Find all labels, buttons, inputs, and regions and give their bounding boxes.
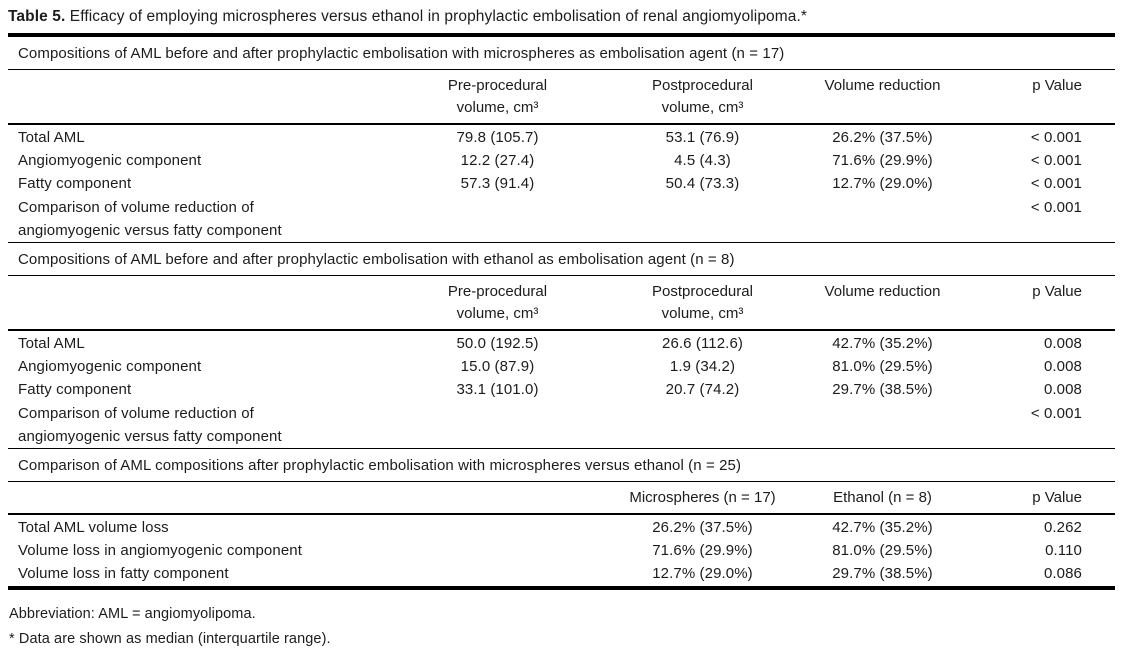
section-2-header: Compositions of AML before and after prophylactic embolisation with ethanol as embolisation agent (n = 8) xyxy=(8,243,1115,276)
row-label-line-1: Comparison of volume reduction of xyxy=(18,198,254,216)
ethanol-value: 42.7% (35.2%) xyxy=(832,519,933,537)
postprocedural-value: 26.6 (112.6) xyxy=(662,335,743,353)
column-header-line: Postprocedural xyxy=(652,77,753,94)
p-value: 0.008 xyxy=(1043,358,1082,376)
pre-procedural-value: 79.8 (105.7) xyxy=(456,129,539,146)
ethanol-value: 29.7% (38.5%) xyxy=(832,565,933,583)
p-value: < 0.001 xyxy=(1030,129,1082,146)
column-header-postprocedural xyxy=(615,75,790,118)
table-row xyxy=(8,332,1115,355)
postprocedural-value: 50.4 (73.3) xyxy=(665,175,740,193)
table-caption xyxy=(8,8,1115,26)
volume-reduction-value: 26.2% (37.5%) xyxy=(832,129,933,146)
row-label: Angiomyogenic component xyxy=(18,358,202,376)
footnote-abbreviation: Abbreviation: AML = angiomyolipoma. xyxy=(9,605,256,622)
p-value: < 0.001 xyxy=(1030,152,1082,170)
row-label xyxy=(8,402,380,448)
column-header-line: volume, cm³ xyxy=(661,98,744,116)
column-header-postprocedural xyxy=(615,281,790,324)
column-header-line: Pre-procedural xyxy=(447,77,548,94)
volume-reduction-value: 81.0% (29.5%) xyxy=(832,358,933,376)
section-3-header: Comparison of AML compositions after prophylactic embolisation with microspheres versus ethanol (n = 25) xyxy=(8,449,1115,482)
footnote-data-note: * Data are shown as median (interquartile range). xyxy=(9,630,331,647)
row-label: Total AML xyxy=(18,129,85,146)
row-label: Total AML xyxy=(18,335,85,353)
column-header-line: Pre-procedural xyxy=(447,283,548,301)
microspheres-value: 12.7% (29.0%) xyxy=(652,565,753,583)
footnotes xyxy=(8,602,1115,652)
row-label-line-2: angiomyogenic versus fatty component xyxy=(18,427,282,445)
table-row xyxy=(8,196,1115,242)
section-1-header: Compositions of AML before and after prophylactic embolisation with microspheres as embolisation agent (n = 17) xyxy=(8,37,1115,70)
postprocedural-value: 1.9 (34.2) xyxy=(669,358,736,376)
column-header-volume-reduction: Volume reduction xyxy=(824,77,941,94)
postprocedural-value: 53.1 (76.9) xyxy=(665,129,740,146)
column-header-p-value: p Value xyxy=(1032,489,1082,507)
volume-reduction-value: 42.7% (35.2%) xyxy=(832,335,933,353)
column-header-volume-reduction: Volume reduction xyxy=(824,283,941,301)
row-label: Fatty component xyxy=(18,175,132,193)
pre-procedural-value: 57.3 (91.4) xyxy=(460,175,535,193)
row-label xyxy=(8,196,380,242)
row-label: Total AML volume loss xyxy=(18,519,169,537)
table-row xyxy=(8,516,1115,539)
table-row xyxy=(8,539,1115,562)
column-header-p-value: p Value xyxy=(1032,77,1082,94)
pre-procedural-value: 12.2 (27.4) xyxy=(460,152,535,170)
table-row xyxy=(8,172,1115,195)
row-label-line-1: Comparison of volume reduction of xyxy=(18,404,254,422)
p-value: 0.110 xyxy=(1045,542,1082,560)
p-value: < 0.001 xyxy=(1030,404,1082,422)
row-label: Volume loss in fatty component xyxy=(18,565,229,583)
column-header-p-value: p Value xyxy=(1032,283,1082,301)
section-3-body xyxy=(8,515,1115,590)
p-value: 0.086 xyxy=(1043,565,1082,583)
pre-procedural-value: 50.0 (192.5) xyxy=(456,335,539,353)
postprocedural-value: 20.7 (74.2) xyxy=(665,381,740,399)
pre-procedural-value: 15.0 (87.9) xyxy=(460,358,535,376)
microspheres-value: 71.6% (29.9%) xyxy=(652,542,753,560)
table-row xyxy=(8,149,1115,172)
row-label: Volume loss in angiomyogenic component xyxy=(18,542,302,560)
column-header-microspheres: Microspheres (n = 17) xyxy=(629,489,776,507)
volume-reduction-value: 12.7% (29.0%) xyxy=(832,175,933,193)
p-value: 0.008 xyxy=(1043,381,1082,399)
row-label: Fatty component xyxy=(18,381,132,399)
p-value: < 0.001 xyxy=(1030,175,1082,193)
column-header-pre-procedural xyxy=(380,75,615,118)
microspheres-value: 26.2% (37.5%) xyxy=(652,519,753,537)
section-2-column-header-row xyxy=(8,276,1115,331)
table-caption-number: Table 5. xyxy=(8,8,66,25)
p-value: 0.008 xyxy=(1043,335,1082,353)
column-header-line: volume, cm³ xyxy=(661,304,744,322)
p-value: < 0.001 xyxy=(1030,198,1082,216)
p-value: 0.262 xyxy=(1043,519,1082,537)
column-header-ethanol: Ethanol (n = 8) xyxy=(833,489,932,507)
row-label: Angiomyogenic component xyxy=(18,152,202,170)
volume-reduction-value: 71.6% (29.9%) xyxy=(832,152,933,170)
table-row xyxy=(8,402,1115,448)
section-1-body xyxy=(8,125,1115,243)
column-header-line: volume, cm³ xyxy=(456,98,539,116)
table-row xyxy=(8,562,1115,585)
table-row xyxy=(8,378,1115,401)
table-row xyxy=(8,126,1115,149)
ethanol-value: 81.0% (29.5%) xyxy=(832,542,933,560)
row-label-line-2: angiomyogenic versus fatty component xyxy=(18,221,282,239)
column-header-pre-procedural xyxy=(380,281,615,324)
table-row xyxy=(8,355,1115,378)
volume-reduction-value: 29.7% (38.5%) xyxy=(832,381,933,399)
table-caption-text: Efficacy of employing microspheres versus ethanol in prophylactic embolisation of renal angiomyolipoma.* xyxy=(65,8,808,25)
pre-procedural-value: 33.1 (101.0) xyxy=(456,381,539,399)
table xyxy=(8,33,1115,590)
section-3-column-header-row xyxy=(8,482,1115,515)
section-1-column-header-row xyxy=(8,70,1115,125)
postprocedural-value: 4.5 (4.3) xyxy=(674,152,731,170)
section-2-body xyxy=(8,331,1115,449)
column-header-line: volume, cm³ xyxy=(456,304,539,322)
column-header-line: Postprocedural xyxy=(652,283,753,301)
